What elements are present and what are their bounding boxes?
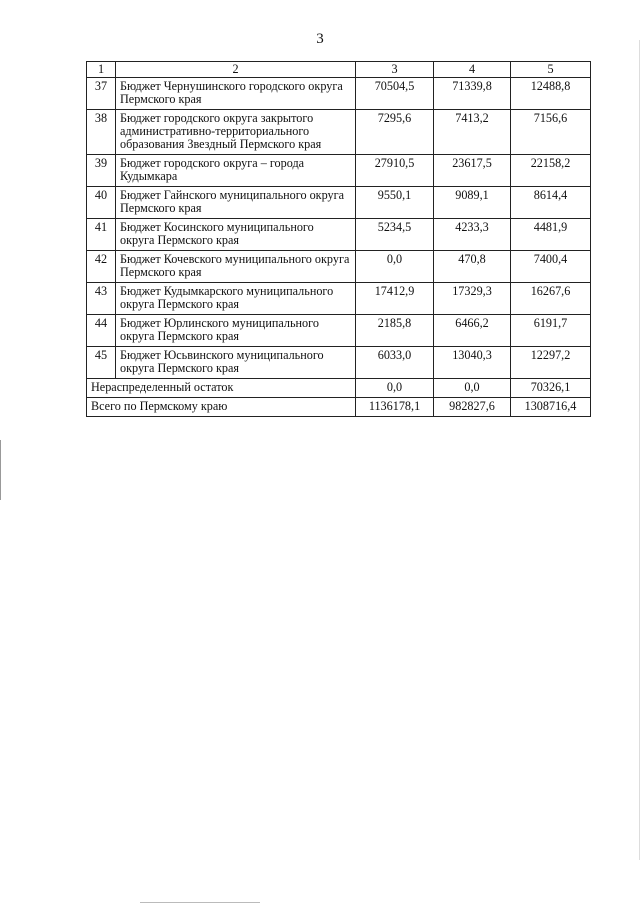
budget-name: Бюджет Юсьвинского муниципального округа Пермского края (116, 347, 356, 379)
table-row (87, 347, 591, 379)
column-header-5: 5 (511, 62, 591, 78)
scan-edge-mark-left (0, 440, 1, 500)
value-col-4: 7413,2 (434, 110, 511, 155)
value-col-3: 2185,8 (356, 315, 434, 347)
table-row (87, 187, 591, 219)
column-header-2: 2 (116, 62, 356, 78)
value-col-5: 22158,2 (511, 155, 591, 187)
column-header-4: 4 (434, 62, 511, 78)
budget-name: Бюджет Гайнского муниципального округа Пермского края (116, 187, 356, 219)
value-col-4: 71339,8 (434, 78, 511, 110)
column-header-1: 1 (87, 62, 116, 78)
budget-table (86, 61, 591, 417)
row-number: 45 (87, 347, 116, 379)
value-col-4: 17329,3 (434, 283, 511, 315)
value-col-5: 12488,8 (511, 78, 591, 110)
row-number: 42 (87, 251, 116, 283)
row-number: 39 (87, 155, 116, 187)
scan-edge-mark-bottom (140, 902, 260, 903)
total-label: Всего по Пермскому краю (87, 398, 356, 417)
value-col-3: 5234,5 (356, 219, 434, 251)
table-row (87, 78, 591, 110)
value-col-5: 16267,6 (511, 283, 591, 315)
value-col-4: 4233,3 (434, 219, 511, 251)
page-number: 3 (316, 31, 324, 47)
value-col-4: 23617,5 (434, 155, 511, 187)
unallocated-col-3: 0,0 (356, 379, 434, 398)
value-col-4: 470,8 (434, 251, 511, 283)
value-col-5: 7400,4 (511, 251, 591, 283)
budget-name: Бюджет Кочевского муниципального округа Пермского края (116, 251, 356, 283)
value-col-4: 6466,2 (434, 315, 511, 347)
table-row (87, 110, 591, 155)
total-col-5: 1308716,4 (511, 398, 591, 417)
total-col-4: 982827,6 (434, 398, 511, 417)
budget-name: Бюджет Чернушинского городского округа Пермского края (116, 78, 356, 110)
row-number: 38 (87, 110, 116, 155)
value-col-5: 4481,9 (511, 219, 591, 251)
table-row (87, 155, 591, 187)
table-header (87, 62, 591, 78)
value-col-3: 6033,0 (356, 347, 434, 379)
row-number: 44 (87, 315, 116, 347)
table-row (87, 315, 591, 347)
budget-name: Бюджет городского округа – города Кудымкара (116, 155, 356, 187)
budget-name: Бюджет Кудымкарского муниципального округа Пермского края (116, 283, 356, 315)
table-body (87, 78, 591, 417)
value-col-3: 9550,1 (356, 187, 434, 219)
value-col-3: 17412,9 (356, 283, 434, 315)
header-row (87, 62, 591, 78)
value-col-4: 13040,3 (434, 347, 511, 379)
table-row (87, 219, 591, 251)
table-row (87, 283, 591, 315)
value-col-5: 6191,7 (511, 315, 591, 347)
row-number: 41 (87, 219, 116, 251)
value-col-3: 0,0 (356, 251, 434, 283)
table-row (87, 251, 591, 283)
total-col-3: 1136178,1 (356, 398, 434, 417)
total-row (87, 398, 591, 417)
unallocated-row (87, 379, 591, 398)
value-col-4: 9089,1 (434, 187, 511, 219)
unallocated-col-4: 0,0 (434, 379, 511, 398)
unallocated-col-5: 70326,1 (511, 379, 591, 398)
budget-name: Бюджет Юрлинского муниципального округа Пермского края (116, 315, 356, 347)
value-col-3: 27910,5 (356, 155, 434, 187)
value-col-5: 7156,6 (511, 110, 591, 155)
row-number: 37 (87, 78, 116, 110)
value-col-5: 8614,4 (511, 187, 591, 219)
unallocated-label: Нераспределенный остаток (87, 379, 356, 398)
value-col-3: 70504,5 (356, 78, 434, 110)
row-number: 43 (87, 283, 116, 315)
budget-name: Бюджет Косинского муниципального округа Пермского края (116, 219, 356, 251)
row-number: 40 (87, 187, 116, 219)
value-col-5: 12297,2 (511, 347, 591, 379)
column-header-3: 3 (356, 62, 434, 78)
budget-name: Бюджет городского округа закрытого административно-территориального образования Звездный Пермского края (116, 110, 356, 155)
value-col-3: 7295,6 (356, 110, 434, 155)
